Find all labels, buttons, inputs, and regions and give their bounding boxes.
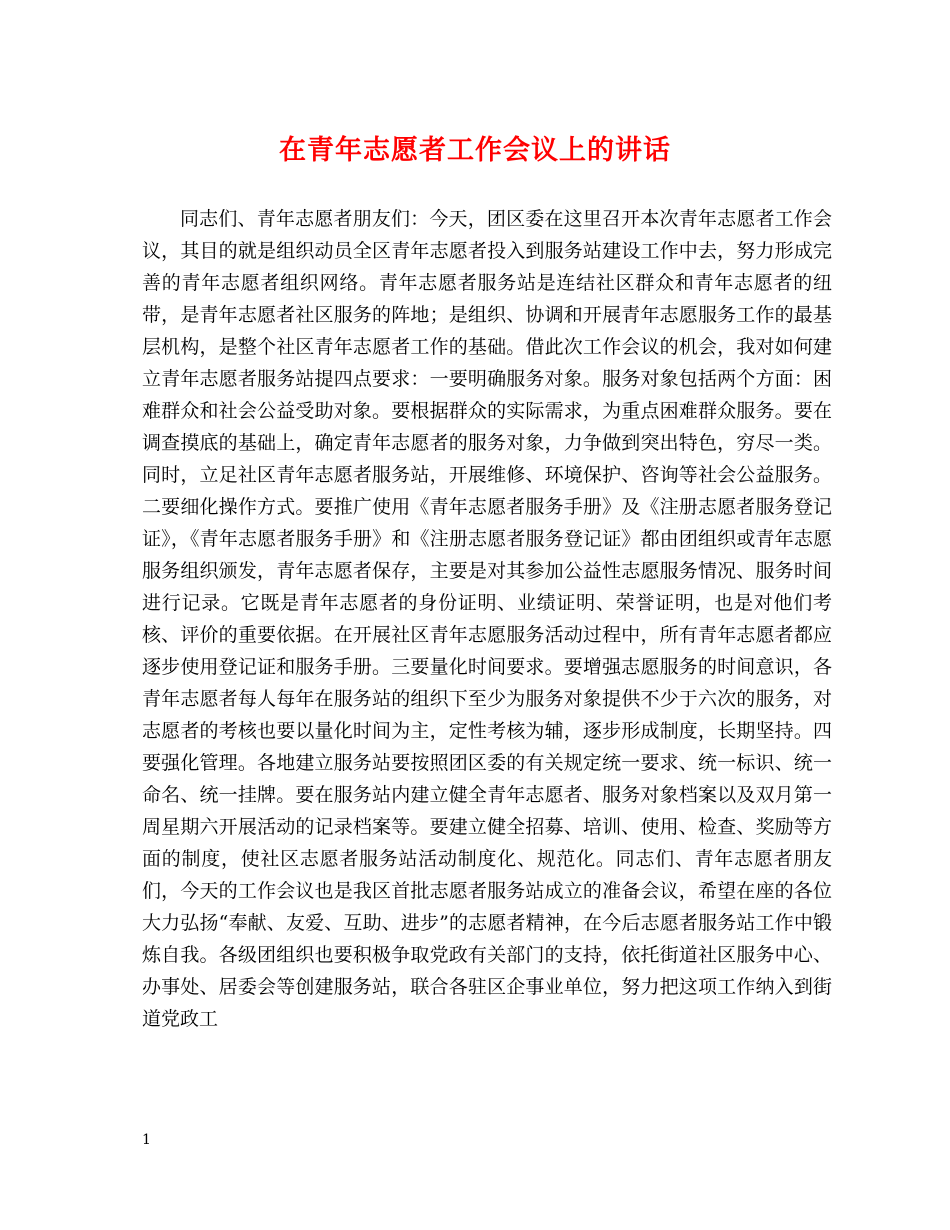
page-number: 1 (142, 1132, 151, 1148)
document-body-paragraph: 同志们、青年志愿者朋友们：今天，团区委在这里召开本次青年志愿者工作会议，其目的就是组织动员全区青年志愿者投入到服务站建设工作中去，努力形成完善的青年志愿者组织网络。青年志愿者服务站是连结社区群众和青年志愿者的纽带，是青年志愿者社区服务的阵地；是组织、协调和开展青年志愿服务工作的最基层机构，是整个社区青年志愿者工作的基础。借此次工作会议的机会，我对如何建立青年志愿者服务站提四点要求：一要明确服务对象。服务对象包括两个方面：困难群众和社会公益受助对象。要根据群众的实际需求，为重点困难群众服务。要在调查摸底的基础上，确定青年志愿者的服务对象，力争做到突出特色，穷尽一类。同时，立足社区青年志愿者服务站，开展维修、环境保护、咨询等社会公益服务。二要细化操作方式。要推广使用《青年志愿者服务手册》及《注册志愿者服务登记证》，《青年志愿者服务手册》和《注册志愿者服务登记证》都由团组织或青年志愿服务组织颁发，青年志愿者保存，主要是对其参加公益性志愿服务情况、服务时间进行记录。它既是青年志愿者的身份证明、业绩证明、荣誉证明，也是对他们考核、评价的重要依据。在开展社区青年志愿服务活动过程中，所有青年志愿者都应逐步使用登记证和服务手册。三要量化时间要求。要增强志愿服务的时间意识，各青年志愿者每人每年在服务站的组织下至少为服务对象提供不少于六次的服务，对志愿者的考核也要以量化时间为主，定性考核为辅，逐步形成制度，长期坚持。四要强化管理。各地建立服务站要按照团区委的有关规定统一要求、统一标识、统一命名、统一挂牌。要在服务站内建立健全青年志愿者、服务对象档案以及双月第一周星期六开展活动的记录档案等。要建立健全招募、培训、使用、检查、奖励等方面的制度，使社区志愿者服务站活动制度化、规范化。同志们、青年志愿者朋友们，今天的工作会议也是我区首批志愿者服务站成立的准备会议，希望在座的各位大力弘扬“奉献、友爱、互助、进步”的志愿者精神，在今后志愿者服务站工作中锻炼自我。各级团组织也要积极争取党政有关部门的支持，依托街道社区服务中心、办事处、居委会等创建服务站，联合各驻区企事业单位，努力把这项工作纳入到街道党政工 (142, 208, 832, 1030)
document-title: 在青年志愿者工作会议上的讲话 (279, 135, 671, 166)
